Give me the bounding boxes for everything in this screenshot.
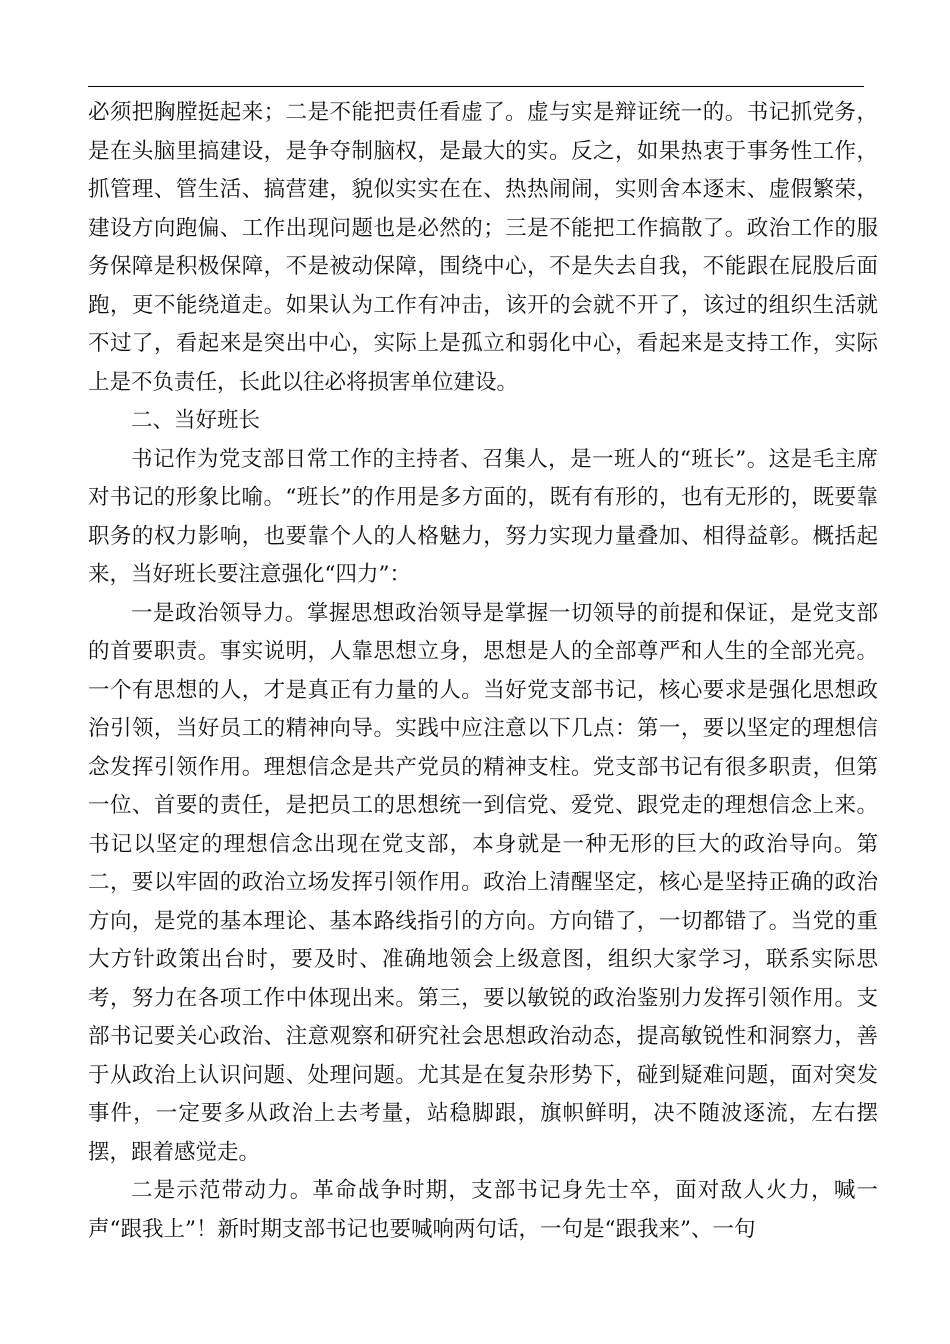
header-rule — [88, 86, 864, 87]
paragraph-political-leadership: 一是政治领导力。掌握思想政治领导是掌握一切领导的前提和保证，是党支部的首要职责。事实说明，人靠思想立身，思想是人的全部尊严和人生的全部光亮。一个有思想的人，才是真正有力量的人。当好党支部书记，核心要求是强化思想政治引领，当好员工的精神向导。实践中应注意以下几点：第一，要以坚定的理想信念发挥引领作用。理想信念是共产党员的精神支柱。党支部书记有很多职责，但第一位、首要的责任，是把员工的思想统一到信党、爱党、跟党走的理想信念上来。书记以坚定的理想信念出现在党支部，本身就是一种无形的巨大的政治导向。第二，要以牢固的政治立场发挥引领作用。政治上清醒坚定，核心是坚持正确的政治方向，是党的基本理论、基本路线指引的方向。方向错了，一切都错了。当党的重大方针政策出台时，要及时、准确地领会上级意图，组织大家学习，联系实际思考，努力在各项工作中体现出来。第三，要以敏锐的政治鉴别力发挥引领作用。支部书记要关心政治、注意观察和研究社会思想政治动态，提高敏锐性和洞察力，善于从政治上认识问题、处理问题。尤其是在复杂形势下，碰到疑难问题，面对突发事件，一定要多从政治上去考量，站稳脚跟，旗帜鲜明，决不随波逐流，左右摆摆，跟着感觉走。 — [88, 600, 878, 1165]
paragraph-monitor-role: 书记作为党支部日常工作的主持者、召集人，是一班人的“班长”。这是毛主席对书记的形象比喻。“班长”的作用是多方面的，既有有形的，也有无形的，既要靠职务的权力影响，也要靠个人的人格魅力，努力实现力量叠加、相得益彰。概括起来，当好班长要注意强化“四力”： — [88, 446, 878, 587]
section-heading-be-a-good-monitor: 二、当好班长 — [131, 408, 261, 433]
paragraph-continuation: 必须把胸膛挺起来；二是不能把责任看虚了。虚与实是辩证统一的。书记抓党务，是在头脑里搞建设，是争夺制脑权，是最大的实。反之，如果热衷于事务性工作，抓管理、管生活、搞营建，貌似实实在在、热热闹闹，实则舍本逐末、虚假繁荣，建设方向跑偏、工作出现问题也是必然的；三是不能把工作搞散了。政治工作的服务保障是积极保障，不是被动保障，围绕中心，不是失去自我，不能跟在屁股后面跑，更不能绕道走。如果认为工作有冲击，该开的会就不开了，该过的组织生活就不过了，看起来是突出中心，实际上是孤立和弱化中心，看起来是支持工作，实际上是不负责任，长此以往必将损害单位建设。 — [88, 100, 878, 395]
paragraph-exemplary-leadership: 二是示范带动力。革命战争时期，支部书记身先士卒，面对敌人火力，喊一声“跟我上”！新时期支部书记也要喊响两句话，一句是“跟我来”、一句 — [88, 1178, 878, 1242]
document-body — [88, 94, 878, 1249]
